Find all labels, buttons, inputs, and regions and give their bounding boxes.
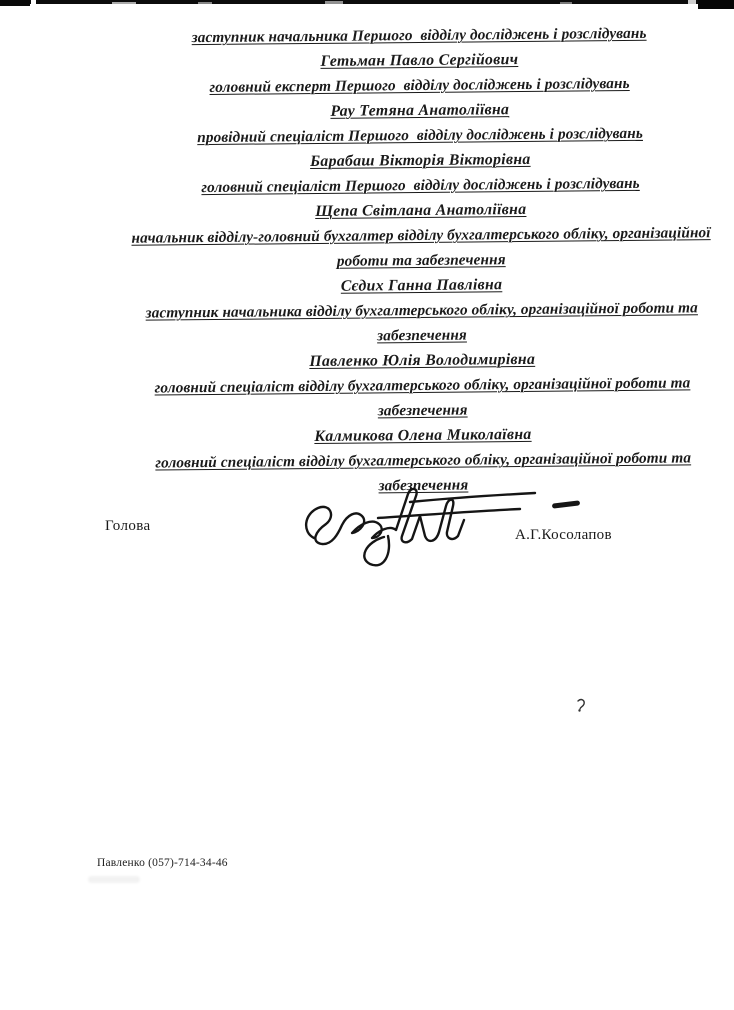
signer-name: А.Г.Косолапов <box>515 527 612 543</box>
person-name-line: Павленко Юлія Володимирівна <box>309 350 536 371</box>
pen-dash-stroke <box>552 500 580 508</box>
person-name-line: Рау Тетяна Анатоліївна <box>330 101 510 120</box>
person-name-line: Щепа Світлана Анатоліївна <box>315 200 527 220</box>
handwritten-signature-icon <box>292 480 542 572</box>
position-title-line: забезпечення <box>377 401 468 420</box>
position-title-line: забезпечення <box>378 476 469 495</box>
officials-roster <box>104 20 734 501</box>
position-title-line: головний експерт Першого відділу досліджень і розслідувань <box>209 74 630 96</box>
position-title-line: головний спеціаліст відділу бухгалтерського обліку, організаційної роботи та <box>154 374 691 397</box>
position-title-line: головний спеціаліст Першого відділу досліджень і розслідувань <box>201 174 640 197</box>
person-name-line: Гетьман Павло Сергійович <box>320 51 519 70</box>
person-name-line: Калмикова Олена Миколаївна <box>314 425 532 445</box>
position-title-line: заступник начальника відділу бухгалтерського обліку, організаційної роботи та <box>145 299 698 322</box>
position-title-line: начальник відділу-головний бухгалтер відділу бухгалтерського обліку, організаційної <box>131 224 711 247</box>
person-name-line: Сєдих Ганна Павлівна <box>340 276 503 295</box>
person-name-line: Барабаш Вікторія Вікторівна <box>309 150 531 171</box>
ink-speck-mark <box>575 698 587 713</box>
scan-edge-left-nub <box>0 0 30 6</box>
position-title-line: провідний спеціаліст Першого відділу досліджень і розслідувань <box>197 124 643 147</box>
scan-smudge <box>88 876 140 883</box>
scan-edge-right-nub <box>698 0 734 9</box>
scan-edge-bar <box>0 0 734 4</box>
position-title-line: роботи та забезпечення <box>336 251 506 270</box>
position-title-line: головний спеціаліст відділу бухгалтерського обліку, організаційної роботи та <box>155 449 692 472</box>
signature-block <box>0 480 734 590</box>
position-title-line: забезпечення <box>376 326 467 345</box>
footer-contact: Павленко (057)-714-34-46 <box>97 857 228 869</box>
position-title-line: заступник начальника Першого відділу досліджень і розслідувань <box>191 24 647 47</box>
role-label: Голова <box>105 518 151 534</box>
scan-edge-top <box>0 0 734 12</box>
